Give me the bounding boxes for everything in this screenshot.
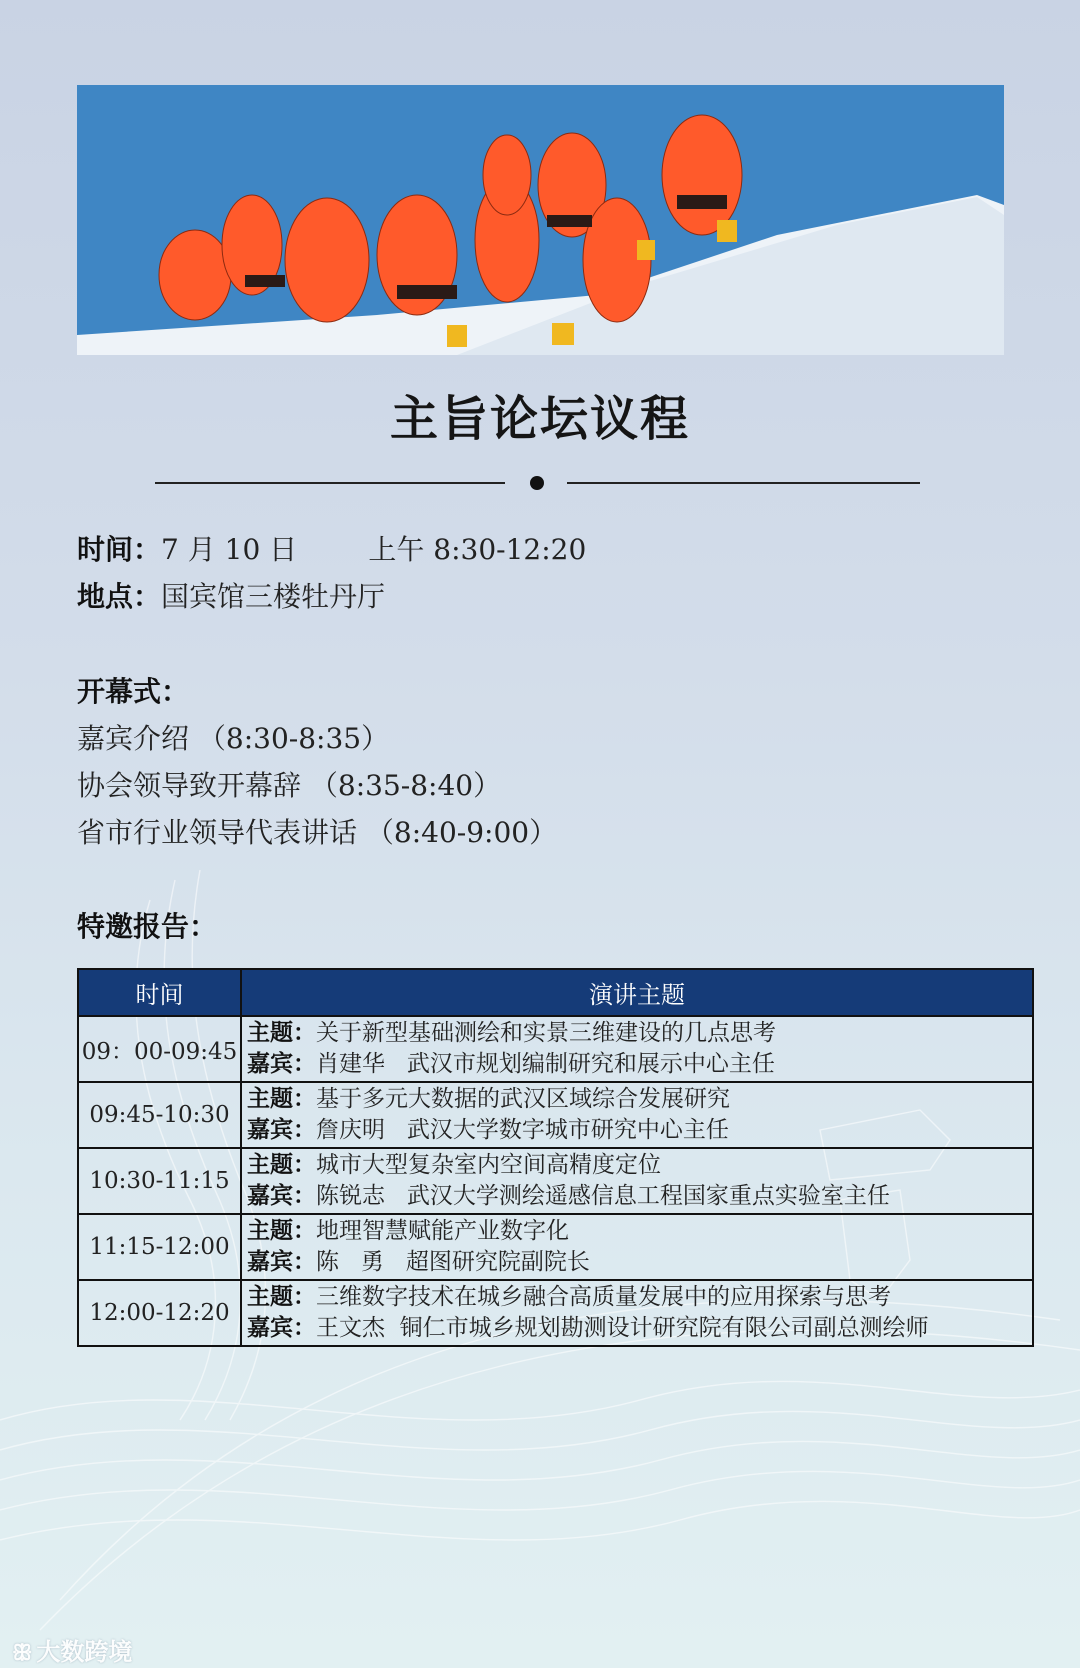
guest-line	[247, 1247, 1032, 1278]
guest-text: 詹庆明 武汉大学数字城市研究中心主任	[316, 1117, 729, 1143]
watermark-logo-icon: ꕥ	[12, 1641, 33, 1666]
guest-label: 嘉宾：	[247, 1117, 316, 1143]
title-divider	[155, 473, 920, 493]
guest-text: 肖建华 武汉市规划编制研究和展示中心主任	[316, 1051, 775, 1077]
guest-label: 嘉宾：	[247, 1051, 316, 1077]
row-detail	[241, 1148, 1033, 1214]
divider-line-left	[155, 482, 505, 484]
row-time: 12:00-12:20	[78, 1280, 241, 1346]
table-row	[78, 1280, 1033, 1346]
guest-text: 陈锐志 武汉大学测绘遥感信息工程国家重点实验室主任	[316, 1183, 890, 1209]
hero-climbers-photo	[77, 85, 1004, 355]
row-time: 10:30-11:15	[78, 1148, 241, 1214]
row-time: 09：00-09:45	[78, 1016, 241, 1082]
row-detail	[241, 1280, 1033, 1346]
guest-line	[247, 1115, 1032, 1146]
guest-label: 嘉宾：	[247, 1249, 316, 1275]
divider-line-right	[567, 482, 920, 484]
agenda-table	[77, 968, 1034, 1347]
row-detail	[241, 1082, 1033, 1148]
time-value: 7 月 10 日 上午 8:30-12:20	[161, 533, 587, 566]
topic-label: 主题：	[247, 1020, 316, 1046]
topic-line	[247, 1216, 1032, 1247]
guest-label: 嘉宾：	[247, 1315, 316, 1341]
divider-dot	[530, 476, 544, 490]
row-detail	[241, 1016, 1033, 1082]
column-header-time: 时间	[78, 969, 241, 1016]
topic-text: 基于多元大数据的武汉区域综合发展研究	[316, 1086, 730, 1112]
opening-heading: 开幕式：	[77, 675, 190, 708]
reports-heading: 特邀报告：	[77, 910, 218, 943]
guest-line	[247, 1313, 1032, 1344]
table-row	[78, 1148, 1033, 1214]
event-time	[77, 528, 586, 568]
page-title: 主旨论坛议程	[389, 391, 690, 447]
topic-label: 主题：	[247, 1284, 316, 1310]
topic-label: 主题：	[247, 1086, 316, 1112]
topic-text: 地理智慧赋能产业数字化	[316, 1218, 569, 1244]
topic-label: 主题：	[247, 1152, 316, 1178]
time-label: 时间：	[77, 533, 162, 566]
table-row	[78, 1082, 1033, 1148]
topic-label: 主题：	[247, 1218, 316, 1244]
guest-text: 王文杰 铜仁市城乡规划勘测设计研究院有限公司副总测绘师	[316, 1315, 929, 1341]
watermark	[12, 1632, 132, 1667]
guest-line	[247, 1049, 1032, 1080]
watermark-text: 大数跨境	[36, 1638, 133, 1666]
opening-item: 嘉宾介绍 （8:30-8:35）	[77, 722, 390, 755]
column-header-topic: 演讲主题	[241, 969, 1033, 1016]
place-value: 国宾馆三楼牡丹厅	[161, 580, 386, 613]
topic-line	[247, 1018, 1032, 1049]
row-detail	[241, 1214, 1033, 1280]
topic-line	[247, 1282, 1032, 1313]
row-time: 09:45-10:30	[78, 1082, 241, 1148]
topic-line	[247, 1084, 1032, 1115]
row-time: 11:15-12:00	[78, 1214, 241, 1280]
topic-text: 城市大型复杂室内空间高精度定位	[316, 1152, 661, 1178]
topic-text: 三维数字技术在城乡融合高质量发展中的应用探索与思考	[316, 1284, 891, 1310]
table-row	[78, 1214, 1033, 1280]
topic-line	[247, 1150, 1032, 1181]
opening-item: 省市行业领导代表讲话 （8:40-9:00）	[77, 816, 558, 849]
topic-text: 关于新型基础测绘和实景三维建设的几点思考	[316, 1020, 776, 1046]
place-label: 地点：	[77, 580, 162, 613]
guest-line	[247, 1181, 1032, 1212]
guest-text: 陈 勇 超图研究院副院长	[316, 1249, 590, 1275]
opening-item: 协会领导致开幕辞 （8:35-8:40）	[77, 769, 502, 802]
guest-label: 嘉宾：	[247, 1183, 316, 1209]
table-row	[78, 1016, 1033, 1082]
table-header-row	[78, 969, 1033, 1016]
event-place	[77, 575, 385, 615]
